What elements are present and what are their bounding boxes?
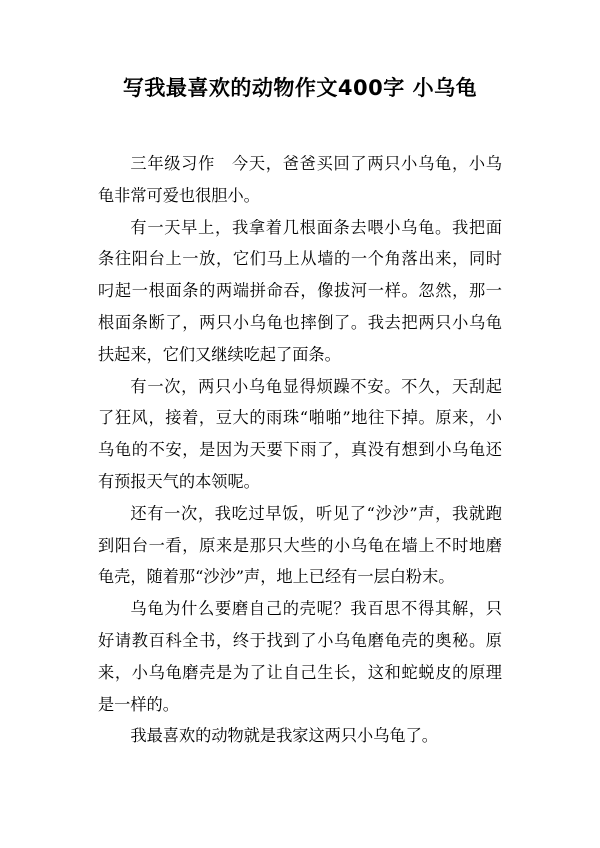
paragraph-4: 还有一次，我吃过早饭，听见了“沙沙”声，我就跑到阳台一看，原来是那只大些的小乌龟在墙上不时地磨龟壳，随着那“沙沙”声，地上已经有一层白粉末。 (98, 503, 502, 587)
paragraph-2: 有一天早上，我拿着几根面条去喂小乌龟。我把面条往阳台上一放，它们马上从墙的一个角落出来，同时叼起一根面条的两端拼命吞，像拔河一样。忽然，那一根面条断了，两只小乌龟也摔倒了。我去把两只小乌龟扶起来，它们又继续吃起了面条。 (98, 217, 502, 364)
essay-body (98, 148, 502, 752)
paragraph-1: 三年级习作 今天，爸爸买回了两只小乌龟，小乌龟非常可爱也很胆小。 (98, 154, 502, 205)
document-title: 写我最喜欢的动物作文400字 小乌龟 (122, 76, 478, 100)
paragraph-5: 乌龟为什么要磨自己的壳呢？我百思不得其解，只好请教百科全书，终于找到了小乌龟磨龟壳的奥秘。原来，小乌龟磨壳是为了让自己生长，这和蛇蜕皮的原理是一样的。 (98, 599, 502, 714)
paragraph-3: 有一次，两只小乌龟显得烦躁不安。不久，天刮起了狂风，接着，豆大的雨珠“啪啪”地往下掉。原来，小乌龟的不安，是因为天要下雨了，真没有想到小乌龟还有预报天气的本领呢。 (98, 376, 502, 491)
paragraph-6: 我最喜欢的动物就是我家这两只小乌龟了。 (130, 726, 438, 746)
